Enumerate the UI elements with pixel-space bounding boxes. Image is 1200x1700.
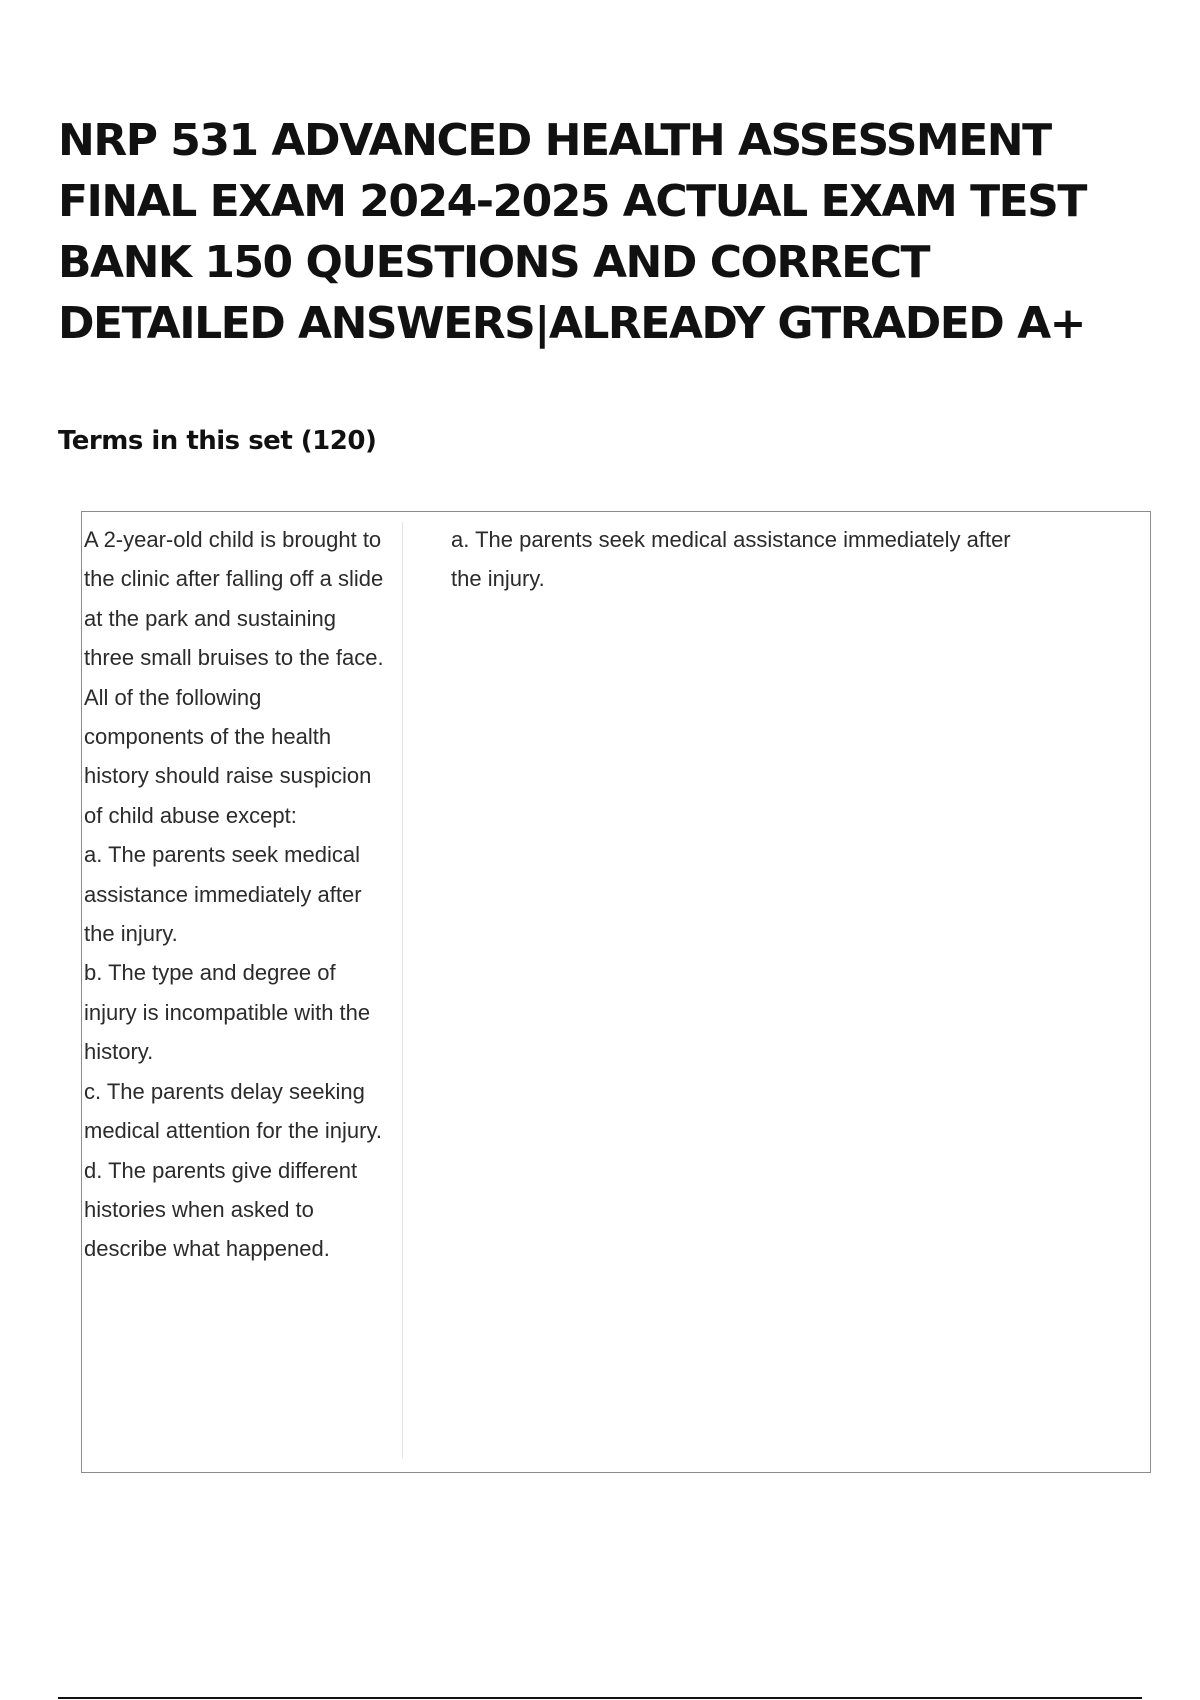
page-title: NRP 531 ADVANCED HEALTH ASSESSMENT FINAL EXAM 2024-2025 ACTUAL EXAM TEST BANK 150 QUESTIONS AND CORRECT DETAILED ANSWERS|ALREADY GTRADED A+ (58, 115, 1086, 349)
card-divider (402, 522, 403, 1458)
option-a: a. The parents seek medical assistance immediately after the injury. (84, 842, 362, 947)
question-text: A 2-year-old child is brought to the clinic after falling off a slide at the park and sustaining three small bruises to the face. All of the following components of the health history should raise suspicion of child abuse except: (84, 527, 384, 828)
flashcard (81, 511, 1151, 1473)
option-d: d. The parents give different histories when asked to describe what happened. (84, 1157, 358, 1262)
option-b: b. The type and degree of injury is incompatible with the history. (84, 960, 371, 1065)
terms-count-heading: Terms in this set (120) (58, 426, 377, 456)
footer-rule (58, 1697, 1142, 1699)
flashcard-definition: a. The parents seek medical assistance immediately after the injury. (451, 527, 1011, 591)
flashcard-term (84, 520, 384, 1269)
option-c: c. The parents delay seeking medical attention for the injury. (84, 1078, 382, 1144)
